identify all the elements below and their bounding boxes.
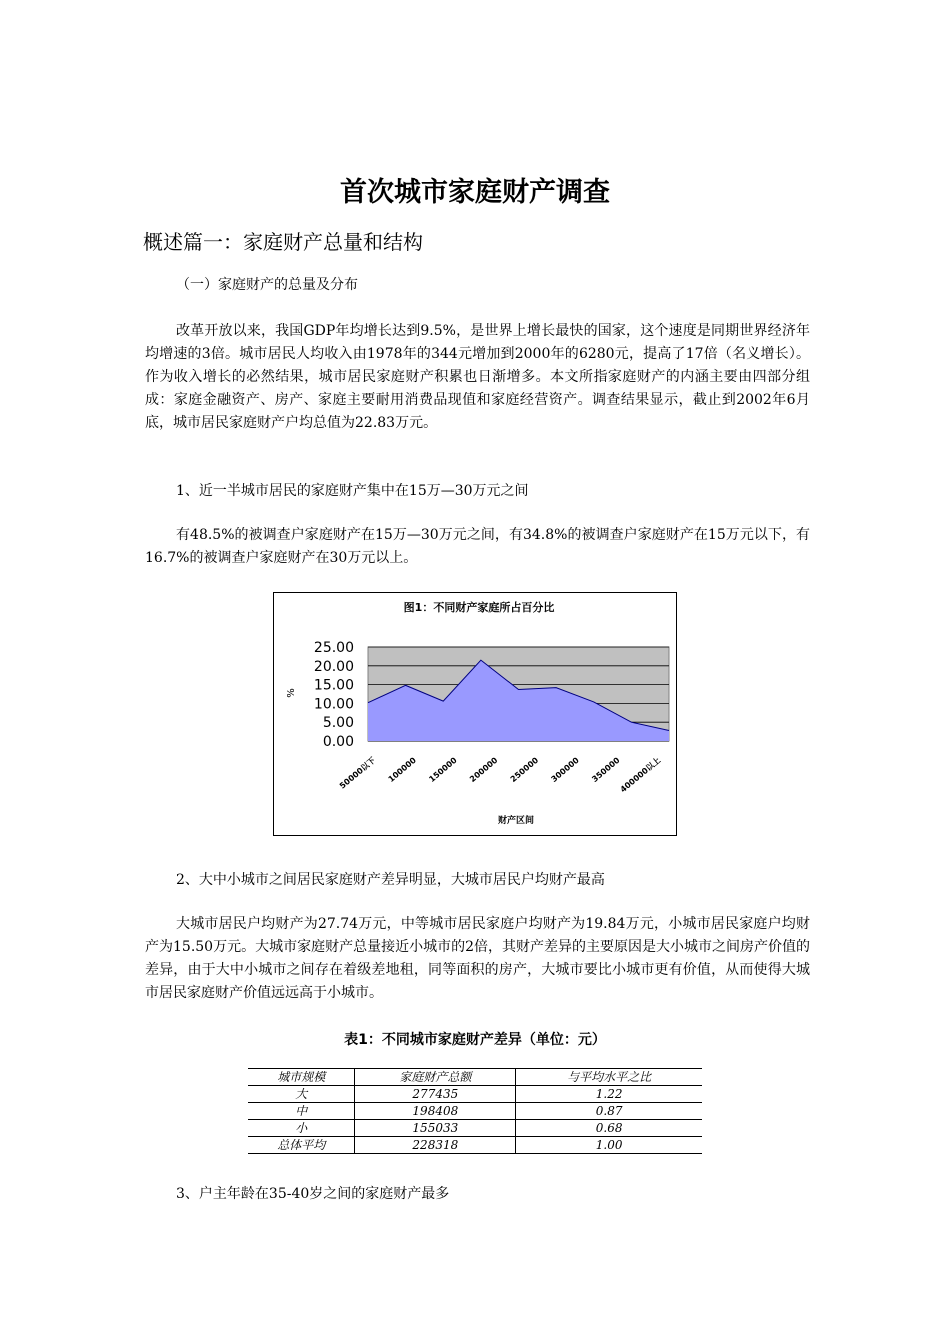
- cell-total: 198408: [355, 1103, 516, 1120]
- intro-paragraph: 改革开放以来，我国GDP年均增长达到9.5%，是世界上增长最快的国家，这个速度是同期世界经济年均增速的3倍。城市居民人均收入由1978年的344元增加到2000年的6280元，提高了17倍（名义增长）。作为收入增长的必然结果，城市居民家庭财产积累也日渐增多。本文所指家庭财产的内涵主要由四部分组成：家庭金融资产、房产、家庭主要耐用消费品现值和家庭经营资产。调查结果显示，截止到2002年6月底，城市居民家庭财产户均总值为22.83万元。: [145, 323, 810, 431]
- y-tick-label: 5.00: [322, 715, 354, 732]
- cell-city: 中: [295, 1104, 308, 1118]
- y-tick-label: 25.00: [313, 640, 354, 656]
- section-heading: 概述篇一：家庭财产总量和结构: [143, 230, 423, 254]
- x-tick-label: 50000以下: [337, 755, 378, 791]
- paragraph-city-difference: 大城市居民户均财产为27.74万元，中等城市居民家庭户均财产为19.84万元，小城市居民家庭户均财产为15.50万元。大城市家庭财产总量接近小城市的2倍，其财产差异的主要原因是大小城市之间房产价值的差异，由于大中小城市之间存在着级差地租，同等面积的房产，大城市要比小城市更有价值，从而使得大城市居民家庭财产价值远远高于小城市。: [145, 916, 810, 1001]
- city-property-table: [248, 1068, 702, 1154]
- cell-city: 小: [295, 1121, 308, 1135]
- table-row: [248, 1103, 702, 1120]
- table-row: [248, 1120, 702, 1137]
- sub-heading: （一）家庭财产的总量及分布: [176, 277, 358, 293]
- x-tick-label: 200000: [468, 755, 500, 785]
- cell-total: 155033: [355, 1120, 516, 1137]
- cell-ratio: 0.87: [516, 1103, 702, 1120]
- col-header-total: 家庭财产总额: [355, 1069, 516, 1086]
- col-header-ratio: 与平均水平之比: [516, 1069, 702, 1086]
- x-tick-label: 350000: [590, 755, 622, 785]
- x-axis-ticks: [337, 755, 662, 794]
- x-axis-label: 财产区间: [497, 816, 535, 826]
- point-heading-1: 1、近一半城市居民的家庭财产集中在15万—30万元之间: [176, 483, 529, 499]
- point-heading-3: 3、户主年龄在35-40岁之间的家庭财产最多: [176, 1186, 450, 1202]
- paragraph-distribution: 有48.5%的被调查户家庭财产在15万—30万元之间，有34.8%的被调查户家庭财产在15万元以下，有16.7%的被调查户家庭财产在30万元以上。: [145, 527, 810, 566]
- x-tick-label: 300000: [549, 755, 581, 785]
- table-title: 表1：不同城市家庭财产差异（单位：元）: [344, 1032, 606, 1048]
- table-header-row: [248, 1069, 702, 1086]
- cell-total: 277435: [355, 1086, 516, 1103]
- cell-city: 大: [295, 1087, 308, 1101]
- cell-ratio: 1.22: [516, 1086, 702, 1103]
- y-axis-label: %: [286, 688, 297, 698]
- cell-total: 228318: [355, 1137, 516, 1154]
- x-tick-label: 400000以上: [618, 755, 663, 795]
- cell-ratio: 1.00: [516, 1137, 702, 1154]
- y-tick-label: 0.00: [322, 734, 354, 750]
- col-header-city: 城市规模: [277, 1070, 326, 1084]
- y-tick-label: 10.00: [313, 696, 354, 713]
- y-axis-ticks: [314, 640, 354, 750]
- cell-ratio: 0.68: [516, 1120, 702, 1137]
- cell-city: 总体平均: [277, 1138, 326, 1152]
- table-row: [248, 1086, 702, 1103]
- x-tick-label: 100000: [386, 755, 418, 785]
- y-tick-label: 15.00: [313, 677, 354, 694]
- document-title: 首次城市家庭财产调查: [340, 177, 610, 208]
- x-tick-label: 150000: [427, 755, 459, 785]
- chart-figure: [273, 592, 677, 836]
- chart-title: 图1：不同财产家庭所占百分比: [403, 601, 555, 614]
- table-row: [248, 1137, 702, 1154]
- area-chart: [274, 593, 678, 837]
- point-heading-2: 2、大中小城市之间居民家庭财产差异明显，大城市居民户均财产最高: [176, 872, 605, 888]
- x-tick-label: 250000: [508, 755, 541, 785]
- y-tick-label: 20.00: [313, 658, 354, 675]
